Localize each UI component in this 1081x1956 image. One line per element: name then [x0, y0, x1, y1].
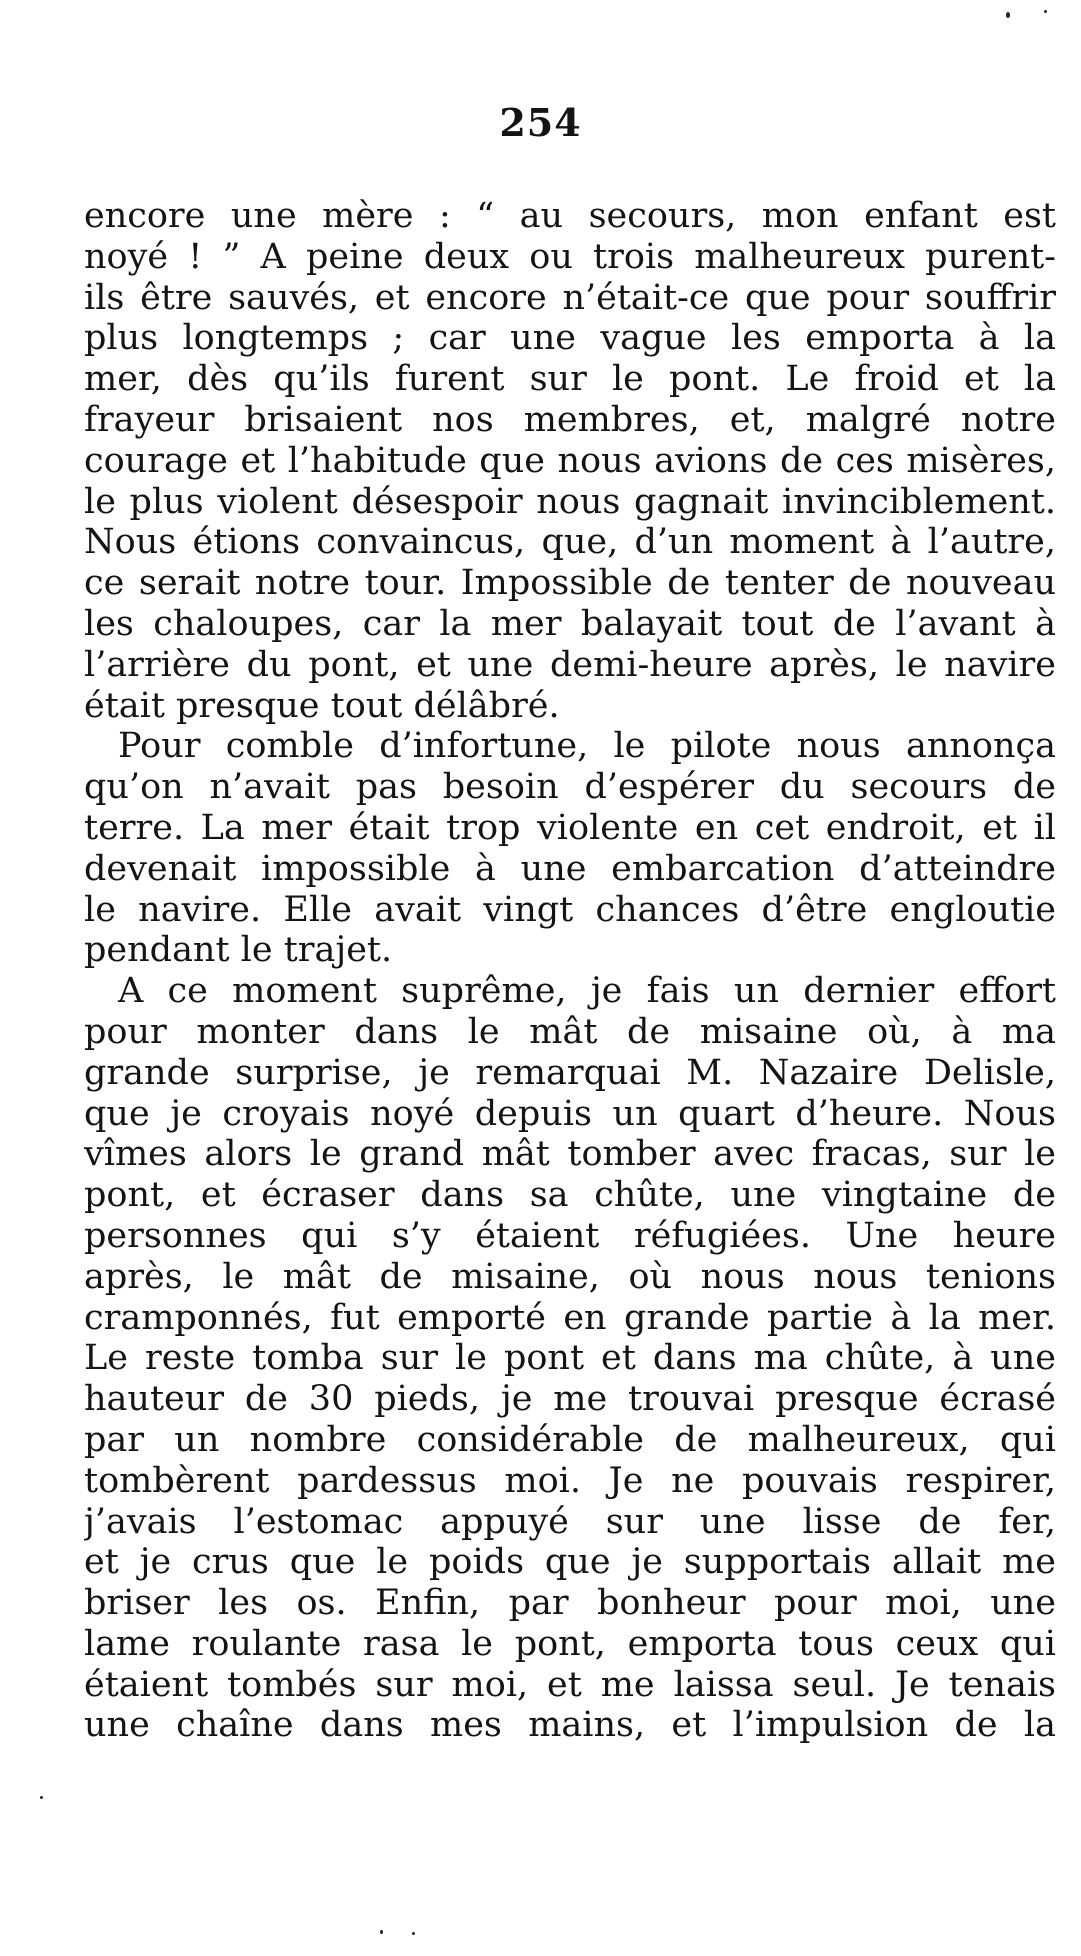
text-line: terre. La mer était trop violente en cet endroit, et il	[84, 807, 1056, 848]
body-text	[84, 196, 1056, 1746]
text-line: mer, dès qu’ils furent sur le pont. Le froid et la	[84, 359, 1056, 400]
text-line: après, le mât de misaine, où nous nous tenions	[84, 1256, 1056, 1297]
text-line: Pour comble d’infortune, le pilote nous annonça	[118, 726, 1056, 767]
text-line: cramponnés, fut emporté en grande partie à la mer.	[84, 1297, 1056, 1338]
text-line: encore une mère : “ au secours, mon enfant est	[84, 196, 1056, 236]
text-line: étaient tombés sur moi, et me laissa seul. Je tenais	[84, 1664, 1056, 1705]
text-line: ce serait notre tour. Impossible de tenter de nouveau	[84, 563, 1056, 604]
scan-speck	[40, 1796, 43, 1799]
text-line: courage et l’habitude que nous avions de ces misères,	[84, 440, 1056, 481]
text-line: pendant le trajet.	[84, 930, 393, 971]
text-line: pont, et écraser dans sa chûte, une vingtaine de	[84, 1175, 1056, 1216]
text-line: A ce moment suprême, je fais un dernier effort	[118, 971, 1056, 1012]
text-line: hauteur de 30 pieds, je me trouvai presque écrasé	[84, 1379, 1056, 1420]
text-line: tombèrent pardessus moi. Je ne pouvais respirer,	[84, 1460, 1056, 1501]
text-line: Nous étions convaincus, que, d’un moment à l’autre,	[84, 522, 1056, 563]
text-line: plus longtemps ; car une vague les emporta à la	[84, 318, 1056, 359]
text-line: devenait impossible à une embarcation d’atteindre	[84, 848, 1056, 889]
text-line: était presque tout délâbré.	[84, 685, 560, 726]
text-line: les chaloupes, car la mer balayait tout de l’avant à	[84, 603, 1056, 644]
text-line: briser les os. Enfin, par bonheur pour moi, une	[84, 1583, 1056, 1624]
text-line: pour monter dans le mât de misaine où, à ma	[84, 1011, 1056, 1052]
text-line: par un nombre considérable de malheureux, qui	[84, 1419, 1056, 1460]
text-line: le navire. Elle avait vingt chances d’être engloutie	[84, 889, 1056, 930]
text-line: vîmes alors le grand mât tomber avec fracas, sur le	[84, 1134, 1056, 1175]
text-line: j’avais l’estomac appuyé sur une lisse de fer,	[84, 1501, 1056, 1542]
text-line: et je crus que le poids que je supportais allait me	[84, 1542, 1056, 1583]
text-line: une chaîne dans mes mains, et l’impulsion de la	[84, 1705, 1056, 1746]
text-line: l’arrière du pont, et une demi-heure après, le navire	[84, 644, 1056, 685]
scan-speck	[412, 1932, 415, 1935]
text-line: noyé ! ” A peine deux ou trois malheureux purent-	[84, 236, 1056, 277]
text-line: ils être sauvés, et encore n’était-ce que pour souffrir	[84, 277, 1056, 318]
text-line: que je croyais noyé depuis un quart d’heure. Nous	[84, 1093, 1056, 1134]
page-number: 254	[499, 100, 582, 145]
text-line: grande surprise, je remarquai M. Nazaire Delisle,	[84, 1052, 1056, 1093]
text-line: qu’on n’avait pas besoin d’espérer du secours de	[84, 767, 1056, 808]
text-line: personnes qui s’y étaient réfugiées. Une heure	[84, 1215, 1056, 1256]
text-line: Le reste tomba sur le pont et dans ma chûte, à une	[84, 1338, 1056, 1379]
text-line: le plus violent désespoir nous gagnait invinciblement.	[84, 481, 1056, 522]
scan-speck	[1044, 10, 1047, 13]
scan-speck	[380, 1930, 383, 1934]
scan-speck	[1006, 12, 1010, 18]
text-line: frayeur brisaient nos membres, et, malgré notre	[84, 399, 1056, 440]
text-line: lame roulante rasa le pont, emporta tous ceux qui	[84, 1623, 1056, 1664]
